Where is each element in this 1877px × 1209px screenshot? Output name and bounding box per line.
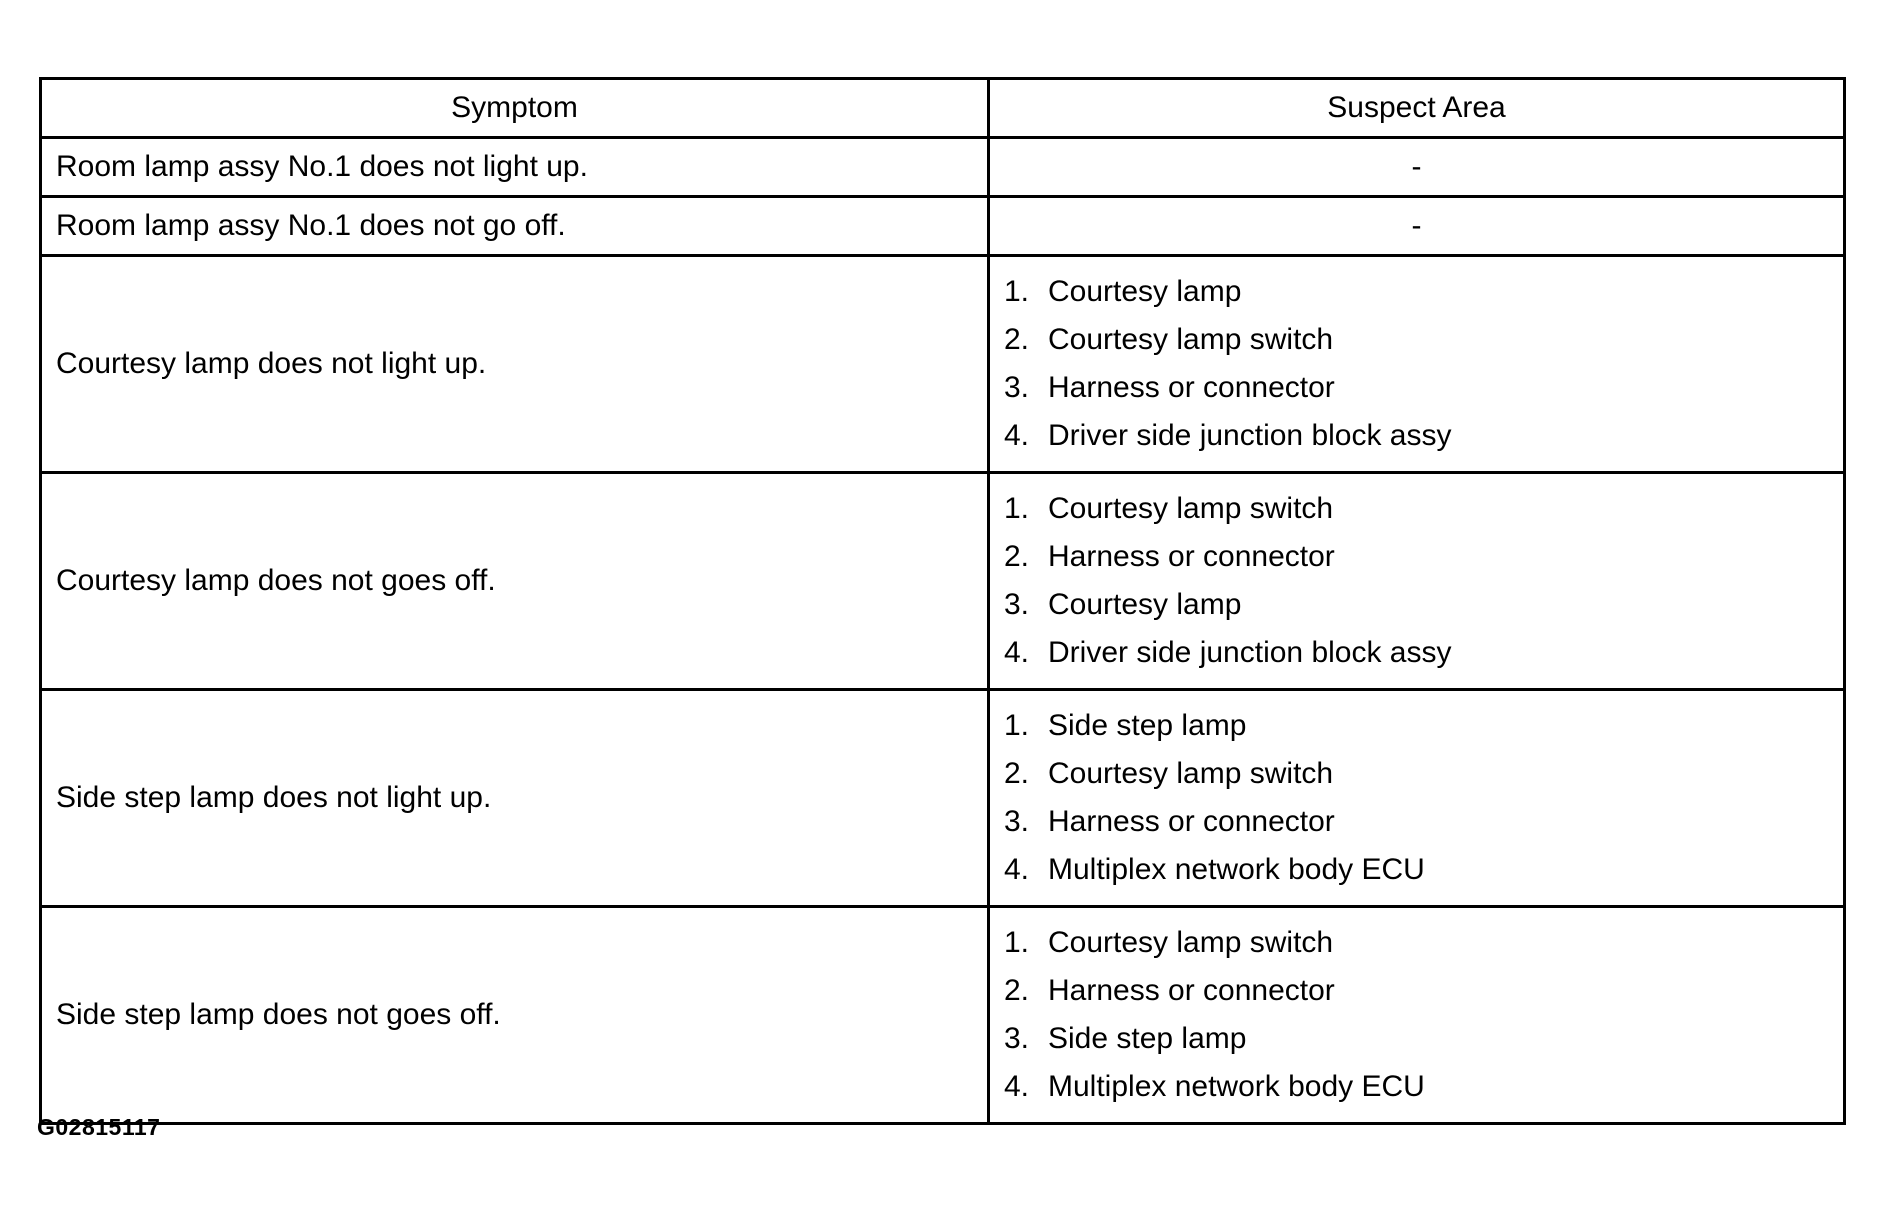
list-item xyxy=(1004,750,1843,798)
list-item xyxy=(1004,702,1843,750)
list-item-number: 4. xyxy=(1004,419,1030,452)
list-item-text: Harness or connector xyxy=(1048,974,1335,1007)
suspect-area-column-header: Suspect Area xyxy=(989,79,1845,138)
list-item-number: 3. xyxy=(1004,805,1030,838)
list-item-number: 2. xyxy=(1004,974,1030,1007)
suspect-area-cell xyxy=(989,690,1845,907)
suspect-area-list xyxy=(1004,485,1843,677)
list-item-text: Courtesy lamp xyxy=(1048,275,1242,308)
list-item xyxy=(1004,364,1843,412)
list-item-number: 1. xyxy=(1004,926,1030,959)
list-item xyxy=(1004,485,1843,533)
list-item-text: Courtesy lamp switch xyxy=(1048,757,1334,790)
list-item xyxy=(1004,533,1843,581)
list-item-text: Driver side junction block assy xyxy=(1048,636,1452,669)
list-item-text: Courtesy lamp switch xyxy=(1048,323,1334,356)
problem-symptoms-table-container xyxy=(39,77,1843,1125)
list-item xyxy=(1004,629,1843,677)
list-item-number: 3. xyxy=(1004,588,1030,621)
list-item-text: Side step lamp xyxy=(1048,1022,1247,1055)
list-item xyxy=(1004,316,1843,364)
list-item-text: Harness or connector xyxy=(1048,371,1335,404)
suspect-area-cell: - xyxy=(989,138,1845,197)
suspect-area-list xyxy=(1004,702,1843,894)
table-row xyxy=(41,690,1845,907)
list-item-text: Courtesy lamp xyxy=(1048,588,1242,621)
list-item xyxy=(1004,1063,1843,1111)
list-item-number: 1. xyxy=(1004,492,1030,525)
list-item-number: 1. xyxy=(1004,709,1030,742)
list-item-text: Multiplex network body ECU xyxy=(1048,1070,1425,1103)
symptom-cell: Courtesy lamp does not goes off. xyxy=(41,473,989,690)
list-item xyxy=(1004,268,1843,316)
list-item-text: Side step lamp xyxy=(1048,709,1247,742)
list-item xyxy=(1004,846,1843,894)
suspect-area-cell: - xyxy=(989,197,1845,256)
symptom-cell: Courtesy lamp does not light up. xyxy=(41,256,989,473)
list-item-number: 2. xyxy=(1004,757,1030,790)
figure-id: G02815117 xyxy=(37,1114,161,1140)
list-item-text: Courtesy lamp switch xyxy=(1048,926,1334,959)
table-row xyxy=(41,473,1845,690)
list-item-number: 2. xyxy=(1004,540,1030,573)
list-item-number: 1. xyxy=(1004,275,1030,308)
list-item-text: Driver side junction block assy xyxy=(1048,419,1452,452)
list-item xyxy=(1004,412,1843,460)
list-item-text: Harness or connector xyxy=(1048,540,1335,573)
table-header-row xyxy=(41,79,1845,138)
symptom-cell: Side step lamp does not goes off. xyxy=(41,907,989,1124)
symptom-cell: Room lamp assy No.1 does not go off. xyxy=(41,197,989,256)
suspect-area-cell xyxy=(989,473,1845,690)
suspect-area-cell xyxy=(989,256,1845,473)
problem-symptoms-table xyxy=(39,77,1846,1125)
list-item-text: Multiplex network body ECU xyxy=(1048,853,1425,886)
list-item xyxy=(1004,919,1843,967)
suspect-area-list xyxy=(1004,919,1843,1111)
symptom-cell: Room lamp assy No.1 does not light up. xyxy=(41,138,989,197)
symptom-column-header: Symptom xyxy=(41,79,989,138)
list-item xyxy=(1004,967,1843,1015)
list-item xyxy=(1004,798,1843,846)
table-row xyxy=(41,907,1845,1124)
list-item-number: 3. xyxy=(1004,1022,1030,1055)
suspect-area-list xyxy=(1004,268,1843,460)
list-item-number: 2. xyxy=(1004,323,1030,356)
symptom-cell: Side step lamp does not light up. xyxy=(41,690,989,907)
table-row xyxy=(41,197,1845,256)
list-item-text: Harness or connector xyxy=(1048,805,1335,838)
list-item xyxy=(1004,1015,1843,1063)
list-item-number: 4. xyxy=(1004,1070,1030,1103)
list-item-text: Courtesy lamp switch xyxy=(1048,492,1334,525)
table-row xyxy=(41,138,1845,197)
list-item-number: 3. xyxy=(1004,371,1030,404)
list-item-number: 4. xyxy=(1004,636,1030,669)
suspect-area-cell xyxy=(989,907,1845,1124)
list-item xyxy=(1004,581,1843,629)
table-row xyxy=(41,256,1845,473)
list-item-number: 4. xyxy=(1004,853,1030,886)
